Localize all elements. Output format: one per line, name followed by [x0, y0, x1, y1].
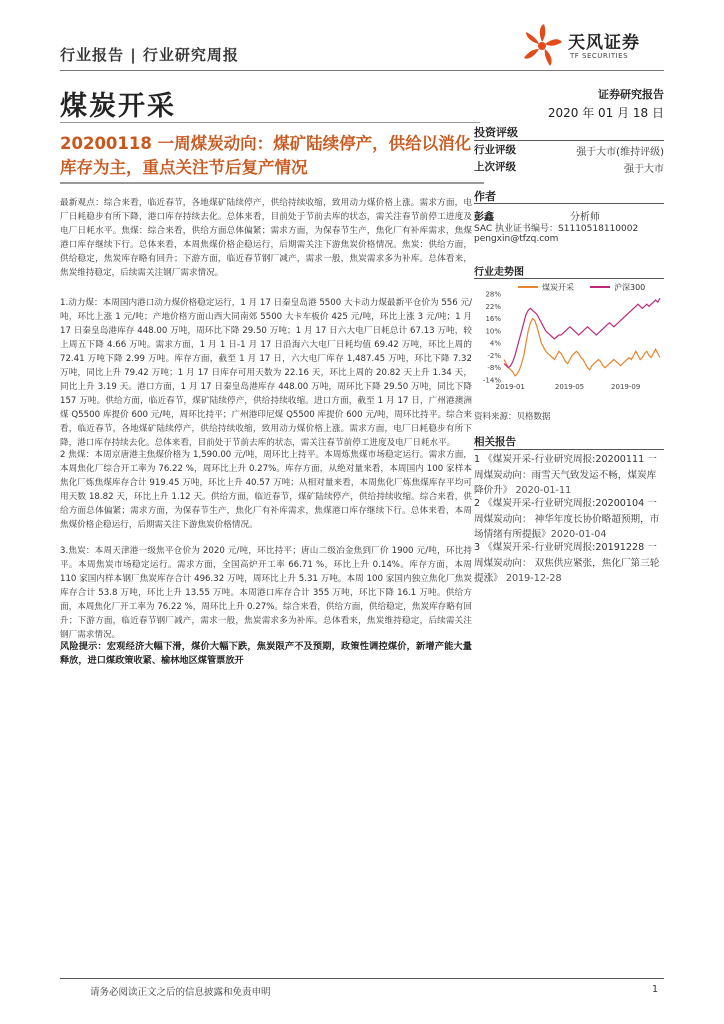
related-divider	[474, 449, 664, 450]
title-divider	[60, 182, 484, 184]
rating-heading: 投资评级	[474, 126, 518, 139]
legend-label: 沪深300	[614, 283, 646, 292]
series-line	[504, 319, 660, 376]
chart-source: 资料来源：贝格数据	[474, 412, 551, 422]
legend-label: 煤炭开采	[542, 283, 574, 292]
coking-coal-paragraph: 2 焦煤：本周京唐港主焦煤价格为 1,590.00 元/吨，周环比上持平。本周炼焦煤市场稳定运行。需求方面，本周焦化厂综合开工率为 76.22 %，周环比上升 0.27%。库存方面，从绝对量来看，本周国内 100 家样本焦化厂炼焦煤库存合计 919.45 万吨，环比上升 40.57 万吨；从相对量来看，本周焦化厂炼焦煤库存平均可用天数 18.82 天，环比上升 1.12 天。供给方面，临近春节，煤矿陆续停产，供给持续收缩。综合来看，供给方面总体偏紧；需求方面，为保春节生产，焦化厂有补库需求，焦煤港口库存继续下行。总体来看，本周焦煤价格企稳运行，后期需关注下游焦炭价格情况。	[60, 450, 472, 530]
sector-divider	[60, 122, 480, 123]
author-name: 彭鑫	[474, 212, 494, 223]
related-report-1[interactable]: 1 《煤炭开采-行业研究周报:20200111 一周煤炭动向：雨雪天气致发运不畅，煤炭库降价升》 2020-01-11	[474, 454, 657, 496]
y-tick-label: 16%	[485, 315, 501, 324]
industry-rating-value: 强于大市(维持评级)	[576, 147, 664, 158]
company-logo	[520, 22, 670, 72]
risk-warning: 风险提示：宏观经济大幅下滑，煤价大幅下跌，焦炭限产不及预期，政策性调控煤价，新增产能大量释放，进口煤政策收紧、榆林地区煤管票放开	[60, 641, 472, 666]
related-report-2[interactable]: 2 《煤炭开采-行业研究周报:20200104 一周煤炭动向： 神华年度长协价略超预期，市场情绪有所提振》2020-01-04	[474, 498, 660, 540]
y-tick-label: 4%	[489, 339, 501, 348]
y-tick-label: 28%	[485, 290, 501, 299]
related-report-3[interactable]: 3 《煤炭开采-行业研究周报:20191228 一周煤炭动向： 双焦供应紧张，焦化厂第三轮提涨》 2019-12-28	[474, 542, 660, 584]
sector-name: 煤炭开采	[60, 91, 176, 122]
y-tick-label: 10%	[485, 327, 501, 336]
report-date: 2020 年 01 月 18 日	[547, 106, 664, 120]
y-tick-label: -14%	[482, 376, 501, 385]
x-tick-label: 2019-05	[554, 383, 585, 391]
chart-title: 行业走势图	[474, 267, 524, 278]
summary-paragraph: 最新观点：综合来看，临近春节，各地煤矿陆续停产，供给持续收缩，致用动力煤价格上涨。需求方面，电厂日耗稳步有所下降，港口库存持续去化。总体来看，目前处于节前去库的状态，需关注春节前停工进度及电厂日耗水平。焦煤：综合来看，供给方面总体偏紧；需求方面，为保春节生产，焦化厂有补库需求，焦煤港口库存继续下行。总体来看，本周焦煤价格企稳运行，后期需关注下游焦炭价格情况。焦炭：供给方面，供给稳定，焦炭库存略有回升；下游方面，临近春节钢厂减产，需求一般，焦炭需求多为补库。总体看来，焦炭维持稳定，后续需关注钢厂需求情况。	[60, 198, 472, 278]
industry-rating-label: 行业评级	[474, 144, 516, 156]
previous-rating-label: 上次评级	[474, 161, 516, 173]
author-email[interactable]: pengxin@tfzq.com	[474, 234, 559, 244]
related-heading: 相关报告	[474, 436, 516, 448]
rating-divider	[474, 140, 664, 141]
report-category: 行业报告 | 行业研究周报	[60, 46, 239, 64]
author-cert: SAC 执业证书编号：S1110518110002	[474, 224, 639, 234]
industry-trend-chart	[474, 280, 664, 392]
previous-rating-value: 强于大市	[624, 164, 664, 175]
x-tick-label: 2019-09	[611, 383, 641, 391]
y-tick-label: 22%	[485, 302, 501, 311]
author-divider	[474, 203, 664, 204]
chart-divider	[474, 278, 664, 279]
report-type: 证券研究报告	[598, 88, 664, 101]
author-heading: 作者	[474, 190, 496, 203]
report-title: 20200118 一周煤炭动向：煤矿陆续停产，供给以消化库存为主，重点关注节后复产情况	[60, 134, 472, 177]
page-number: 1	[652, 984, 659, 995]
y-tick-label: -2%	[487, 351, 501, 360]
thermal-coal-paragraph: 1.动力煤：本周国内港口动力煤价格稳定运行，1 月 17 日秦皇岛港 5500 大卡动力煤最新平仓价为 556 元/吨，环比上涨 1 元/吨；产地价格方面山西大同南郊 5500 大卡车板价 425 元/吨，环比上涨 3 元/吨；1 月 17 日秦皇岛港库存 448.00 万吨，周环比下降 29.50 万吨；1 月 17 日六大电厂日耗总计 67.13 万吨，较上周五下降 4.66 万吨。需求方面，1 月 1 日-1 月 17 日沿海六大电厂日耗均值 69.42 万吨，环比上周的 72.41 万吨下降 2.99 万吨。库存方面，截至 1 月 17 日，六大电厂库存 1,487.45 万吨，环比下降 7.32 万吨，同比上升 79.42 万吨；1 月 17 日库存可用天数为 22.16 天，环比上周的 20.82 天上升 1.34 天，同比上升 3.19 天。港口方面，1 月 17 日秦皇岛港库存 448.00 万吨，周环比下降 29.50 万吨，同比下降 157 万吨。供给方面，临近春节，煤矿陆续停产，供给持续收缩。进口方面，截至 1 月 17 日，广州港澳洲煤 Q5500 库提价 600 元/吨，周环比持平；广州港印尼煤 Q5500 库提价 600 元/吨，周环比持平。综合来看，临近春节，各地煤矿陆续停产，供给持续收缩，致用动力煤价格上涨。需求方面，电厂日耗稳步有所下降，港口库存持续去化。总体来看，目前处于节前去库的状态，需关注春节前停工进度及电厂日耗水平。	[60, 298, 472, 448]
footer-disclaimer: 请务必阅读正文之后的信息披露和免责申明	[90, 987, 271, 998]
author-role: 分析师	[570, 212, 600, 223]
footer-divider	[60, 978, 664, 979]
logo-english-name: TF SECURITIES	[570, 52, 629, 60]
x-tick-label: 2019-01	[495, 383, 525, 391]
y-tick-label: -8%	[487, 364, 501, 373]
logo-flower-icon	[520, 22, 564, 70]
logo-chinese-name: 天风证券	[568, 33, 640, 53]
coke-paragraph: 3.焦炭：本周天津港一级焦平仓价为 2020 元/吨，环比持平；唐山二级冶金焦到厂价 1900 元/吨，环比持平。本周焦炭市场稳定运行。需求方面，全国高炉开工率 66.71 %，环比上升 0.14%。库存方面，本周 110 家国内样本钢厂焦炭库存合计 496.32 万吨，周环比上升 5.31 万吨。本周 100 家国内独立焦化厂焦炭库存合计 53.8 万吨，环比上升 13.55 万吨。本周港口库存合计 355 万吨，环比下降 16.1 万吨。供给方面，本周焦化厂开工率为 76.22 %，周环比上升 0.27%。综合来看，供给方面，供给稳定，焦炭库存略有回升；下游方面，临近春节钢厂减产，需求一般，焦炭需求多为补库。总体看来，焦炭维持稳定，后续需关注钢厂需求情况。	[60, 546, 473, 640]
